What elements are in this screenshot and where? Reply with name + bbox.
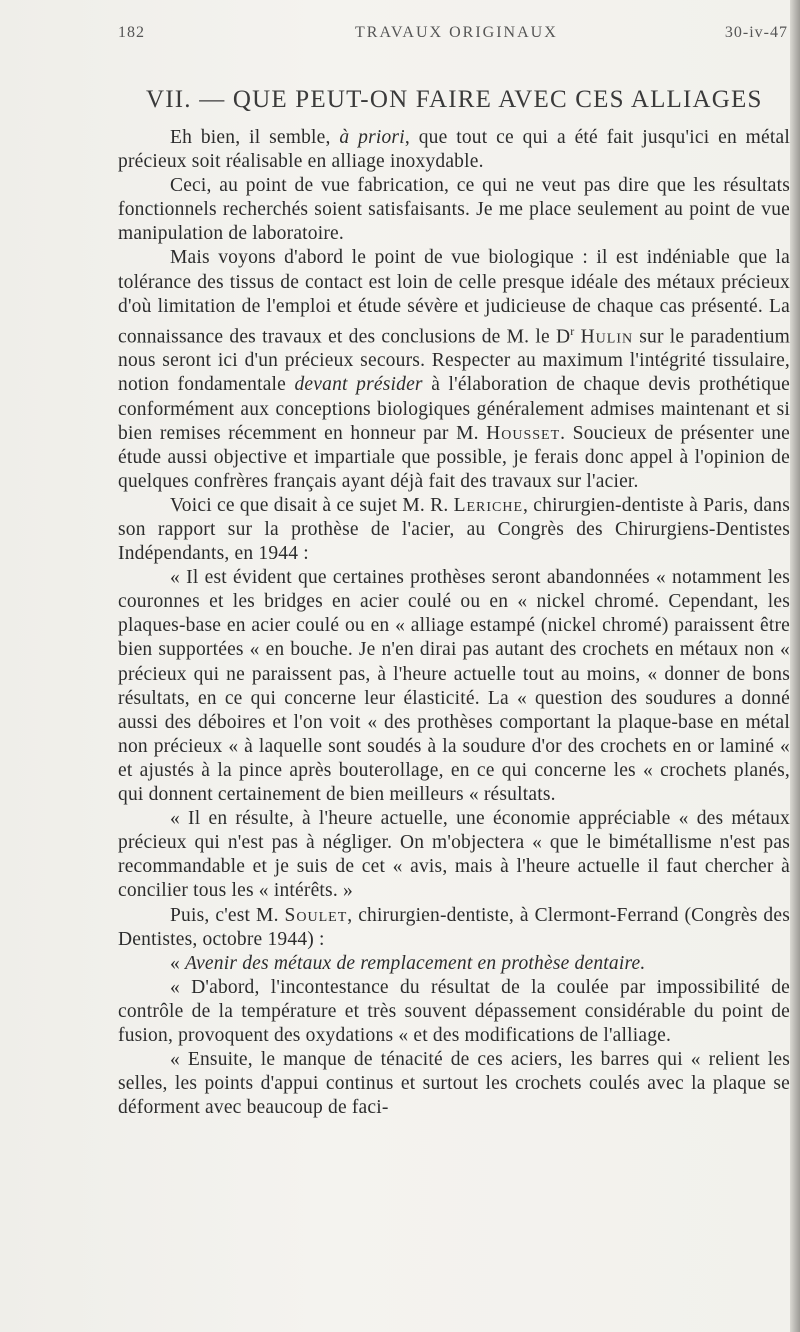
paragraph-1: Eh bien, il semble, à priori, que tout ce qui a été fait jusqu'ici en métal précieux soit réalisable en alliage inoxydable.: [118, 127, 790, 173]
quote-paragraph-4: « Ensuite, le manque de ténacité de ces aciers, les barres qui « relient les selles, les points d'appui continus et surtout les crochets coulés avec la plaque se déforment avec beaucoup de faci-: [118, 1049, 790, 1119]
page-number: 182: [118, 24, 145, 41]
paragraph-4: Voici ce que disait à ce sujet M. R. Leriche, chirurgien-dentiste à Paris, dans son rapport sur la prothèse de l'acier, au Congrès des Chirurgiens-Dentistes Indépendants, en 1944 :: [118, 494, 790, 565]
quote-paragraph-3: « D'abord, l'incontestance du résultat de la coulée par impossibilité de contrôle de la température et très souvent dépassement considérable du point de fusion, provoquent des oxydations « et des modifications de l'alliage.: [118, 976, 790, 1046]
paragraph-2: Ceci, au point de vue fabrication, ce qui ne veut pas dire que les résultats fonctionnels recherchés soient satisfaisants. Je me place seulement au point de vue manipulation de laboratoire.: [118, 175, 790, 245]
quote-paragraph-1: « Il est évident que certaines prothèses seront abandonnées « notamment les couronnes et les bridges en acier coulé ou en « nickel chromé. Cependant, les plaques-base en acier coulé ou en « alliage estampé (nickel chromé) paraissent être bien supportées « en bouche. Je n'en dirai pas autant des crochets en métaux non « précieux qui ne paraissent pas, à l'heure actuelle tout au moins, « donner de bons résultats, en ce qui concerne leur élasticité. La « question des soudures a donné aussi des déboires et l'on voit « des prothèses comportant la plaque-base en métal non précieux « à laquelle sont soudés à la soudure d'or des crochets en or laminé « et ajustés à la pince après bouterollage, en ce qui concerne les « crochets planés, qui donnent certainement de bien meilleurs « résultats.: [118, 567, 790, 806]
handwritten-date-note: 30-iv-47: [724, 24, 788, 41]
article-body: [118, 126, 790, 1120]
page-edge-shadow: [790, 0, 800, 1332]
quote-subtitle: « Avenir des métaux de remplacement en prothèse dentaire.: [170, 952, 646, 974]
running-title: TRAVAUX ORIGINAUX: [355, 24, 558, 41]
quote-paragraph-2: « Il en résulte, à l'heure actuelle, une économie appréciable « des métaux précieux qui n'est pas à négliger. On m'objectera « que le bimétallisme n'est pas recommandable et je suis de cet « avis, mais à l'heure actuelle il faut chercher à concilier tous les « intérêts. »: [118, 808, 790, 902]
section-title: VII. — QUE PEUT-ON FAIRE AVEC CES ALLIAGES: [146, 86, 763, 113]
paragraph-3: Mais voyons d'abord le point de vue biologique : il est indéniable que la tolérance des tissus de contact est loin de celle presque idéale des métaux précieux d'où limitation de l'emploi et étude sévère et judicieuse de chaque cas présenté. La connaissance des travaux et des conclusions de M. le $D^r$ Hulin sur le paradentium nous seront ici d'un précieux secours. Respecter au maximum l'intégrité tissulaire, notion fondamentale devant présider à l'élaboration de chaque devis prothétique conformément aux conceptions biologiques généralement admises maintenant et si bien remises récemment en honneur par M. Housset. Soucieux de présenter une étude aussi objective et impartiale que possible, je ferais donc appel à l'opinion de quelques confrères français ayant déjà fait des travaux sur l'acier.: [118, 247, 791, 492]
running-header: [118, 24, 788, 48]
paragraph-5: Puis, c'est M. Soulet, chirurgien-dentiste, à Clermont-Ferrand (Congrès des Dentistes, octobre 1944) :: [118, 904, 791, 950]
